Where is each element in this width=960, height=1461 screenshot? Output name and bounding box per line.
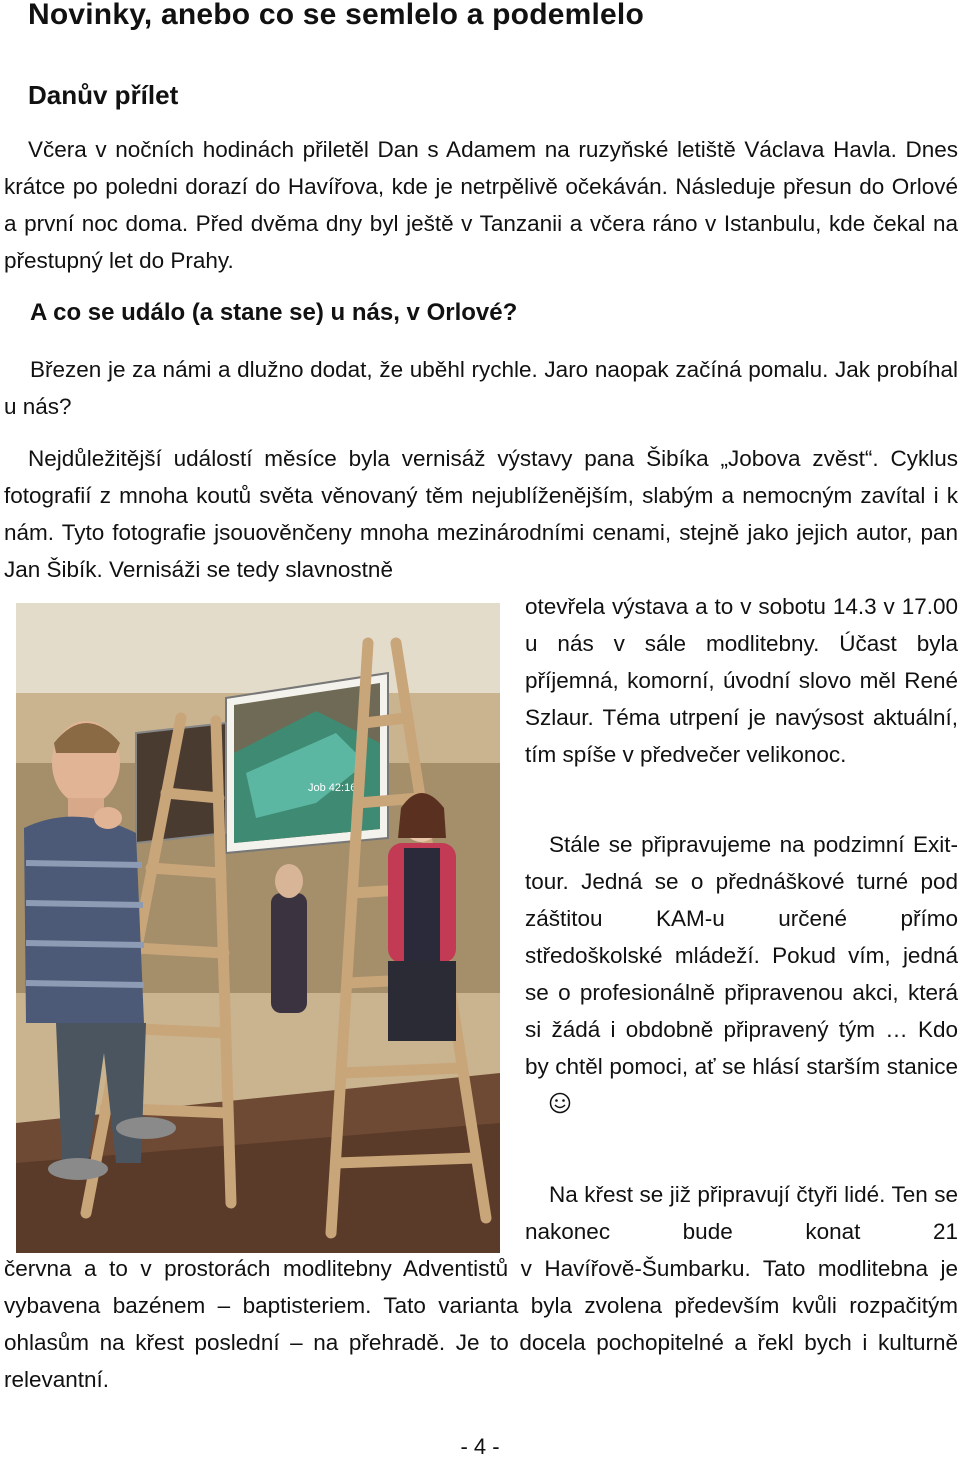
page-title: Novinky, anebo co se semlelo a podemlelo	[28, 0, 644, 31]
paragraph-dan-arrival: Včera v nočních hodinách přiletěl Dan s Adamem na ruzyňské letiště Václava Havla. Dnes krátce po poledni dorazí do Havířova, kde je netrpělivě očekáván. Následuje přesun do Orlové a první noc doma. Před dvěma dny byl ještě v Tanzanii a včera ráno v Istanbulu, kde čekal na přestupný let do Prahy.	[4, 137, 958, 273]
page-number: - 4 -	[460, 1434, 500, 1459]
exhibition-photo	[16, 603, 500, 1253]
column-baptism: Na křest se již připravují čtyři lidé. Ten se nakonec bude konat 21	[525, 1182, 958, 1244]
section-heading-dan-arrival: Danův přílet	[28, 80, 179, 110]
section-heading-orlova: A co se událo (a stane se) u nás, v Orlové?	[30, 299, 518, 326]
column-exit-tour	[525, 826, 958, 1125]
paragraph-baptism-location: června a to v prostorách modlitebny Adventistů v Havířově-Šumbarku. Tato modlitebna je vybavena bazénem – baptisteriem. Tato varianta byla zvolena především kvůli rozpačitým ohlasům na křest poslední – na přehradě. Je to docela pochopitelné a řekl bych i kulturně relevantní.	[4, 1256, 958, 1392]
photo-caption: Job 42:16	[308, 782, 357, 794]
paragraph-exhibition: Nejdůležitější událostí měsíce byla vernisáž výstavy pana Šibíka „Jobova zvěst“. Cyklus fotografií z mnoha koutů světa věnovaný těm nejublíženějším, slabým a nemocným zavítal i k nám. Tyto fotografie jsouověnčeny mnoha mezinárodními cenami, stejně jako jejich autor, pan Jan Šibík. Vernisáži se tedy slavnostně	[4, 446, 958, 582]
paragraph-march: Březen je za námi a dlužno dodat, že uběhl rychle. Jaro naopak začíná pomalu. Jak probíhal u nás?	[4, 357, 958, 419]
exit-tour-text: Stále se připravujeme na podzimní Exit-tour. Jedná se o přednáškové turné pod záštitou KAM-u určené přímo středoškolské mládeží. Pokud vím, jedná se o profesionálně připravenou akci, která si žádá i obdobně připravený tým … Kdo by chtěl pomoci, ať se hlásí starším stanice	[525, 832, 958, 1079]
smiley-icon	[525, 1088, 571, 1125]
column-exhibition-opening: otevřela výstava a to v sobotu 14.3 v 17.00 u nás v sále modlitebny. Účast byla příjemná, komorní, úvodní slovo měl René Szlaur. Téma utrpení je navýsost aktuální, tím spíše v předvečer velikonoc.	[525, 594, 958, 767]
